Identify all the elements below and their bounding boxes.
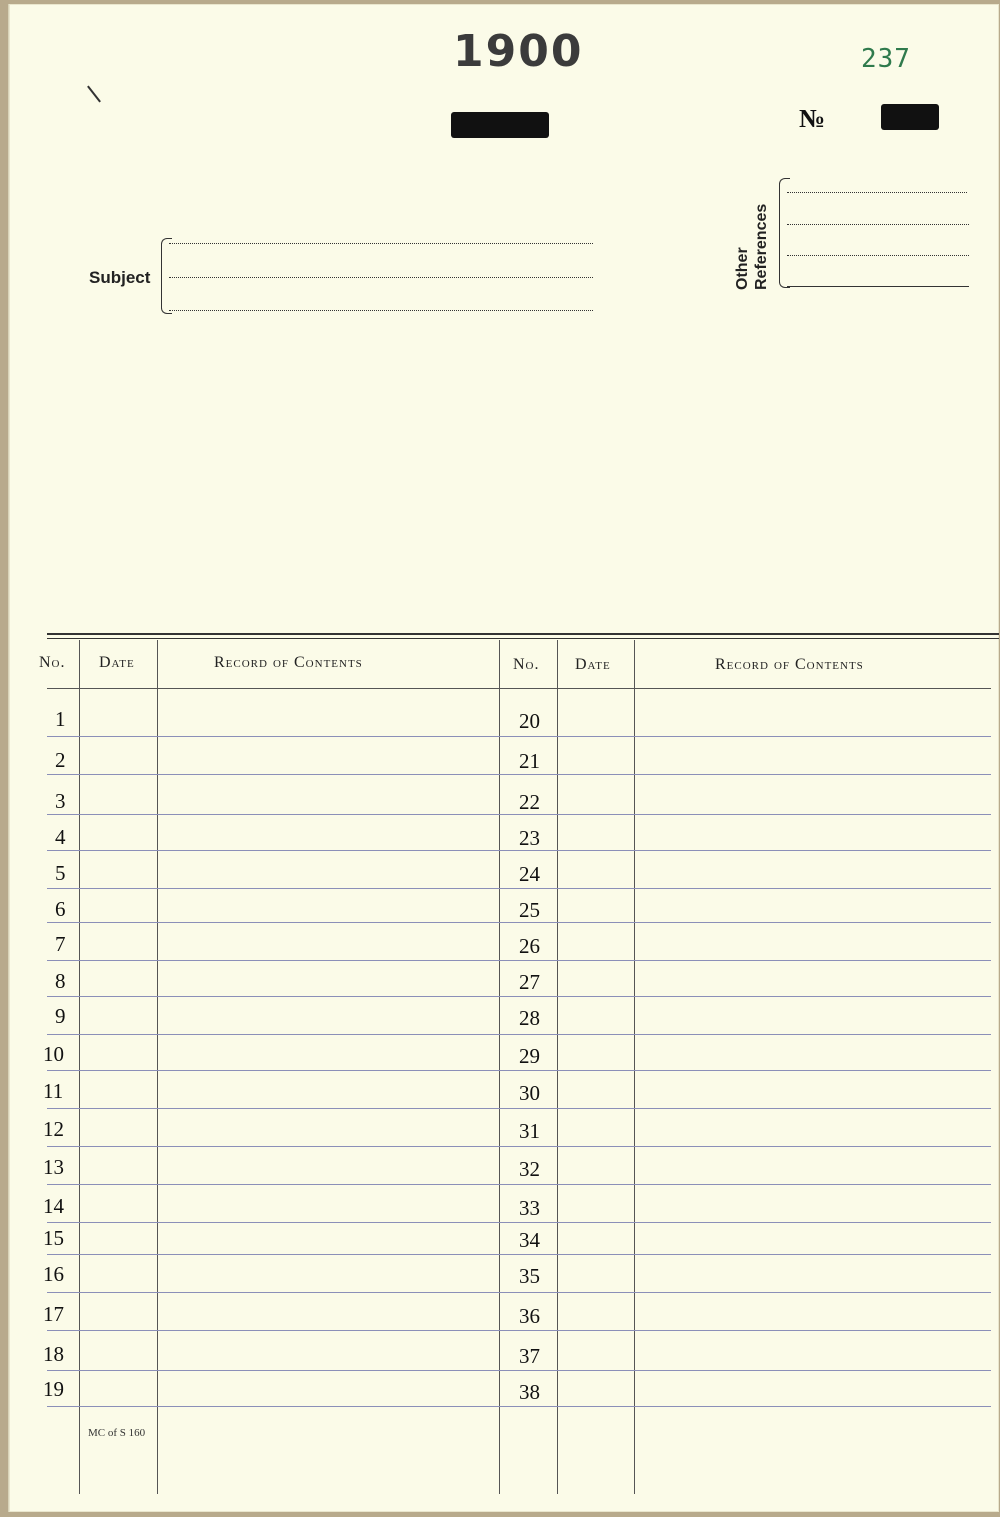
row-number-left: 14 [43,1194,64,1218]
row-number-left: 15 [43,1226,64,1250]
col-rule-right-no [557,640,558,1494]
number-label: № [799,104,826,133]
row-rule [47,960,991,961]
row-rule [47,1108,991,1109]
other-ref-line-4 [787,286,969,287]
row-number-left: 10 [43,1042,64,1066]
subject-brace [161,238,172,314]
header-right-date: Date [575,656,611,673]
row-number-right: 27 [519,970,540,994]
row-number-left: 6 [55,897,66,921]
row-rule [47,996,991,997]
row-number-right: 23 [519,826,540,850]
row-rule [47,888,991,889]
header-left-no: No. [39,654,66,671]
header-left-date: Date [99,654,135,671]
subject-line-1[interactable] [169,243,593,244]
file-cover-sheet [8,4,999,1512]
row-number-left: 19 [43,1377,64,1401]
row-number-left: 18 [43,1342,64,1366]
subject-line-2[interactable] [169,277,593,278]
table-top-rule-2 [47,638,999,639]
row-number-right: 32 [519,1157,540,1181]
col-rule-right-date [634,640,635,1494]
row-rule [47,1070,991,1071]
row-rule [47,1222,991,1223]
row-number-left: 16 [43,1262,64,1286]
col-rule-left-no [79,640,80,1494]
row-number-right: 26 [519,934,540,958]
row-number-right: 25 [519,898,540,922]
row-rule [47,1146,991,1147]
row-number-left: 13 [43,1155,64,1179]
row-number-right: 28 [519,1006,540,1030]
row-rule [47,1406,991,1407]
row-number-right: 35 [519,1264,540,1288]
row-rule [47,774,991,775]
row-number-right: 33 [519,1196,540,1220]
row-number-left: 1 [55,707,66,731]
row-number-right: 36 [519,1304,540,1328]
row-number-left: 11 [43,1079,64,1103]
redacted-number [881,104,939,130]
row-number-right: 29 [519,1044,540,1068]
year-heading: 1900 [453,26,584,77]
row-number-left: 7 [55,932,66,956]
row-number-right: 37 [519,1344,540,1368]
other-ref-line-2[interactable] [787,224,969,225]
row-number-left: 4 [55,825,66,849]
other-references-brace [779,178,790,288]
row-number-right: 20 [519,709,540,733]
stamp-number: 237 [861,44,911,74]
row-number-right: 24 [519,862,540,886]
other-ref-line-3[interactable] [787,255,969,256]
header-left-record: Record of Contents [214,654,363,671]
row-number-left: 8 [55,969,66,993]
row-number-right: 22 [519,790,540,814]
row-rule [47,1330,991,1331]
row-number-left: 9 [55,1004,66,1028]
subject-label: Subject [89,268,151,287]
row-rule [47,688,991,689]
form-code: MC of S 160 [88,1427,146,1439]
row-number-left: 2 [55,748,66,772]
row-number-left: 17 [43,1302,64,1326]
row-rule [47,736,991,737]
other-ref-line-1[interactable] [787,192,967,193]
subject-line-3[interactable] [169,310,593,311]
row-rule [47,1034,991,1035]
redacted-file-name [451,112,549,138]
row-number-right: 21 [519,749,540,773]
row-number-left: 5 [55,861,66,885]
row-number-left: 12 [43,1117,64,1141]
col-rule-left-date [157,640,158,1494]
pencil-mark-icon [87,86,101,103]
row-number-right: 38 [519,1380,540,1404]
row-number-right: 31 [519,1119,540,1143]
col-rule-middle [499,640,500,1494]
row-rule [47,1254,991,1255]
row-number-left: 3 [55,789,66,813]
table-top-rule [47,633,999,635]
row-number-right: 34 [519,1228,540,1252]
header-right-record: Record of Contents [715,656,864,673]
row-rule [47,1184,991,1185]
row-rule [47,1370,991,1371]
other-references-label: Other References [734,203,770,290]
row-number-right: 30 [519,1081,540,1105]
header-right-no: No. [513,656,540,673]
row-rule [47,1292,991,1293]
